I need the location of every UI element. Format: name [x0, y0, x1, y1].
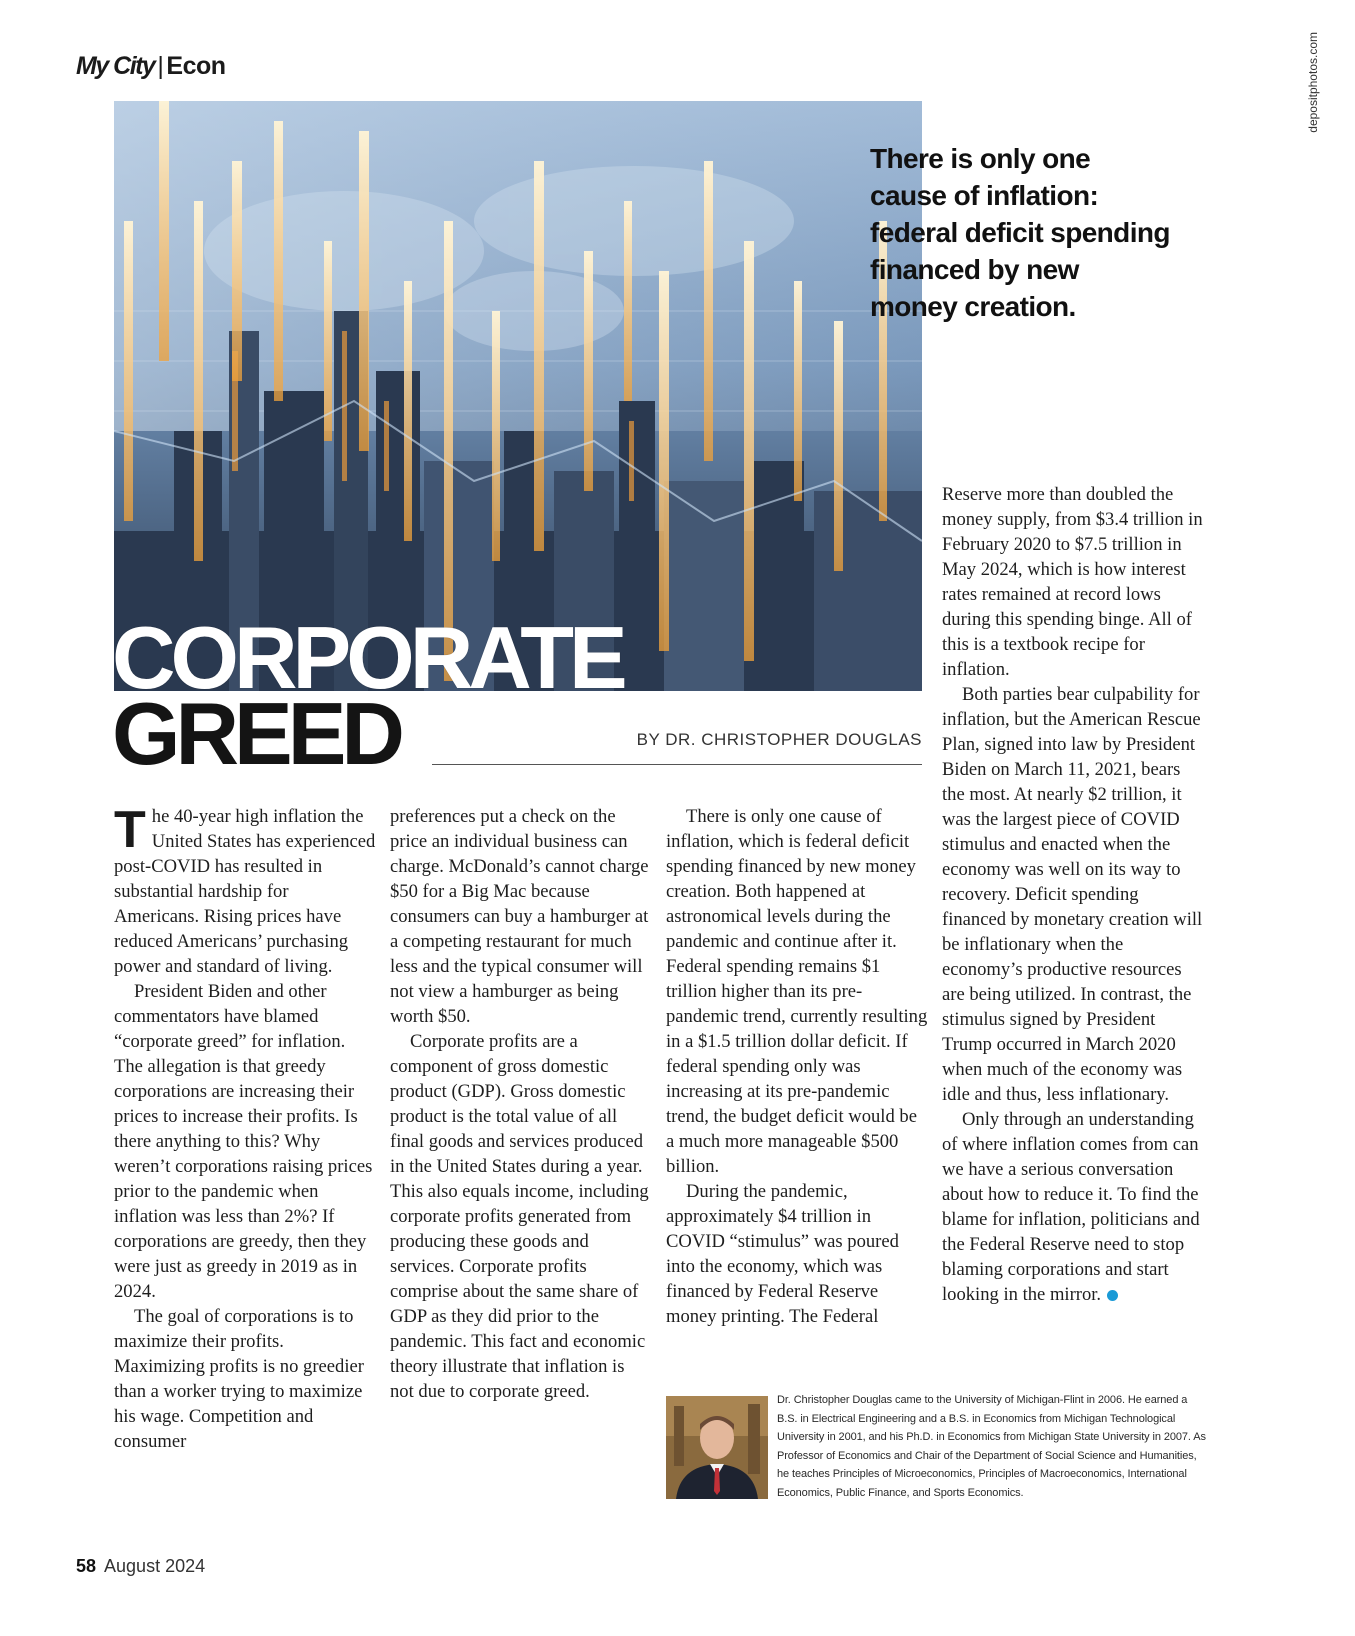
- paragraph: The goal of corporations is to maximize their profits. Maximizing profits is no greedier than a worker trying to maximize his wage. Competition and consumer: [114, 1306, 364, 1452]
- hero-image: [114, 101, 922, 691]
- author-photo: [666, 1396, 768, 1499]
- paragraph: The 40-year high inflation the United States has experienced post-COVID has resulted in substantial hardship for Americans. Rising prices have reduced Americans’ purchasing power and standard of living.: [114, 801, 376, 977]
- section-name: Econ: [166, 52, 226, 80]
- city-skyline-with-financial-chart-bars-icon: [114, 101, 922, 691]
- article-column-4: [942, 482, 1204, 1307]
- page-footer: [76, 1556, 205, 1577]
- author-bio: Dr. Christopher Douglas came to the University of Michigan-Flint in 2006. He earned a B.S. in Electrical Engineering and a B.S. in Economics from Michigan Technological University in 2001, and his Ph.D. in Economics from Michigan State University in 2007. As Professor of Economics and Chair of the Department of Social Science and Humanities, he teaches Principles of Microeconomics, Principles of Macroeconomics, International Economics, Public Finance, and Sports Economics.: [777, 1394, 1206, 1499]
- headline-line-1: CORPORATE: [112, 608, 623, 707]
- paragraph: There is only one cause of inflation, which is federal deficit spending financed by new money creation. Both happened at astronomical levels during the pandemic and continue after it. Federal spending remains $1 trillion higher than its pre-pandemic trend, currently resulting in a $1.5 trillion dollar deficit. If federal spending only was increasing at its pre-pandemic trend, the budget deficit would be a much more manageable $500 billion.: [666, 806, 928, 1177]
- header-separator: |: [157, 52, 164, 80]
- paragraph: During the pandemic, approximately $4 trillion in COVID “stimulus” was poured into the economy, which was financed by Federal Reserve money printing. The Federal: [666, 1181, 899, 1327]
- paragraph: Only through an understanding of where inflation comes from can we have a serious conversation about how to reduce it. To find the blame for inflation, politicians and the Federal Reserve need to stop blaming corporations and start looking in the mirror.: [942, 1109, 1200, 1305]
- drop-cap: T: [114, 801, 146, 859]
- issue-date: August 2024: [104, 1556, 206, 1576]
- byline-rule: [432, 764, 922, 765]
- byline: BY DR. CHRISTOPHER DOUGLAS: [636, 730, 922, 749]
- headline-line-2: GREED: [112, 684, 400, 783]
- pull-quote: There is only one cause of inflation: federal deficit spending financed by new money creation.: [870, 143, 1170, 322]
- author-portrait-icon: [666, 1396, 768, 1499]
- article-column-1: [114, 801, 376, 1454]
- paragraph: Corporate profits are a component of gross domestic product (GDP). Gross domestic product is the total value of all final goods and services produced in the United States during a year. This also equals income, including corporate profits generated from producing these goods and services. Corporate profits comprise about the same share of GDP as they did prior to the pandemic. This fact and economic theory illustrate that inflation is not due to corporate greed.: [390, 1031, 649, 1402]
- magazine-header: [76, 52, 226, 81]
- paragraph: President Biden and other commentators have blamed “corporate greed” for inflation. The allegation is that greedy corporations are increasing their prices to increase their profits. Is there anything to this? Why weren’t corporations raising prices prior to the pandemic when inflation was less than 2%? If corporations are greedy, then they were just as greedy in 2019 as in 2024.: [114, 981, 373, 1302]
- end-of-article-icon: [1107, 1290, 1118, 1301]
- paragraph: Both parties bear culpability for inflation, but the American Rescue Plan, signed into law by President Biden on March 11, 2021, bears the most. At nearly $2 trillion, it was the largest piece of COVID stimulus and enacted when the economy was well on its way to recovery. Deficit spending financed by monetary creation will be inflationary when the economy’s productive resources are being utilized. In contrast, the stimulus signed by President Trump occurred in March 2020 when much of the economy was idle and thus, less inflationary.: [942, 684, 1203, 1105]
- article-column-3: [666, 804, 928, 1329]
- photo-credit: depositphotos.com: [1306, 32, 1320, 133]
- paragraph: preferences put a check on the price an individual business can charge. McDonald’s cannot charge $50 for a Big Mac because consumers can buy a hamburger at a competing restaurant for much less and the typical consumer will not view a hamburger as being worth $50.: [390, 806, 649, 1027]
- article-headline: [112, 608, 623, 783]
- brand-logo: My City: [76, 52, 155, 80]
- article-column-2: [390, 804, 652, 1404]
- page-number: 58: [76, 1556, 97, 1576]
- paragraph: Reserve more than doubled the money supply, from $3.4 trillion in February 2020 to $7.5 trillion in May 2024, which is how interest rates remained at record lows during this spending binge. All of this is a textbook recipe for inflation.: [942, 484, 1203, 680]
